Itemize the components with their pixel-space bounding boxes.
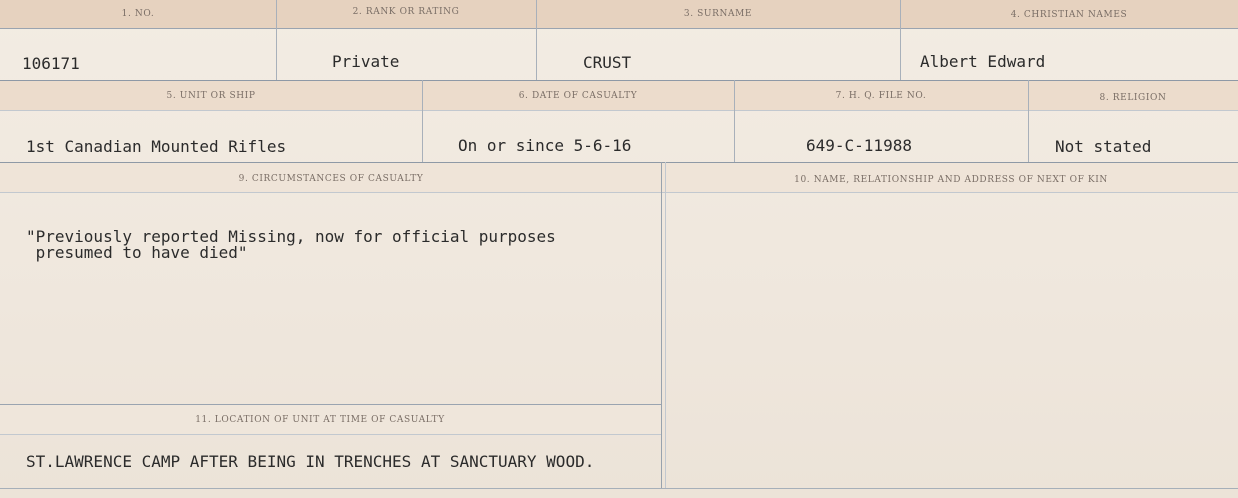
rule [0,28,1238,29]
value-surname: CRUST [583,53,632,72]
divider [276,0,277,80]
header-surname: 3. SURNAME [683,9,753,19]
value-date: On or since 5-6-16 [458,136,632,155]
header-hq-file: 7. H. Q. FILE NO. [835,91,927,101]
divider [665,162,666,488]
rule [0,110,1238,111]
divider [900,0,901,80]
header-no: 1. NO. [121,9,155,19]
rule [0,434,662,435]
rule [0,80,1238,81]
value-circumstances-line1: "Previously reported Missing, now for official purposes [26,227,556,246]
header-circumstances: 9. CIRCUMSTANCES OF CASUALTY [238,174,424,184]
header-unit: 5. UNIT OR SHIP [166,91,256,101]
header-location: 11. LOCATION OF UNIT AT TIME OF CASUALTY [195,415,445,425]
value-no: 106171 [22,54,80,73]
divider [661,162,662,488]
divider [422,80,423,162]
header-rank: 2. RANK OR RATING [352,7,460,17]
divider [734,80,735,162]
rule [0,162,1238,163]
header-christian-names: 4. CHRISTIAN NAMES [1010,10,1128,20]
value-hq-file: 649-C-11988 [806,136,912,155]
value-religion: Not stated [1055,137,1152,156]
rule [0,404,662,405]
divider [536,0,537,80]
value-circumstances-line2: presumed to have died" [26,243,248,262]
header-religion: 8. RELIGION [1099,93,1167,103]
divider [1028,80,1029,162]
rule [0,488,1238,489]
header-next-of-kin: 10. NAME, RELATIONSHIP AND ADDRESS OF NEXT OF KIN [794,175,1108,185]
value-location: ST.LAWRENCE CAMP AFTER BEING IN TRENCHES AT SANCTUARY WOOD. [26,452,595,471]
value-christian-names: Albert Edward [920,52,1046,71]
rule [0,192,1238,193]
value-rank: Private [332,52,400,71]
value-unit: 1st Canadian Mounted Rifles [26,137,287,156]
header-date: 6. DATE OF CASUALTY [518,91,638,101]
